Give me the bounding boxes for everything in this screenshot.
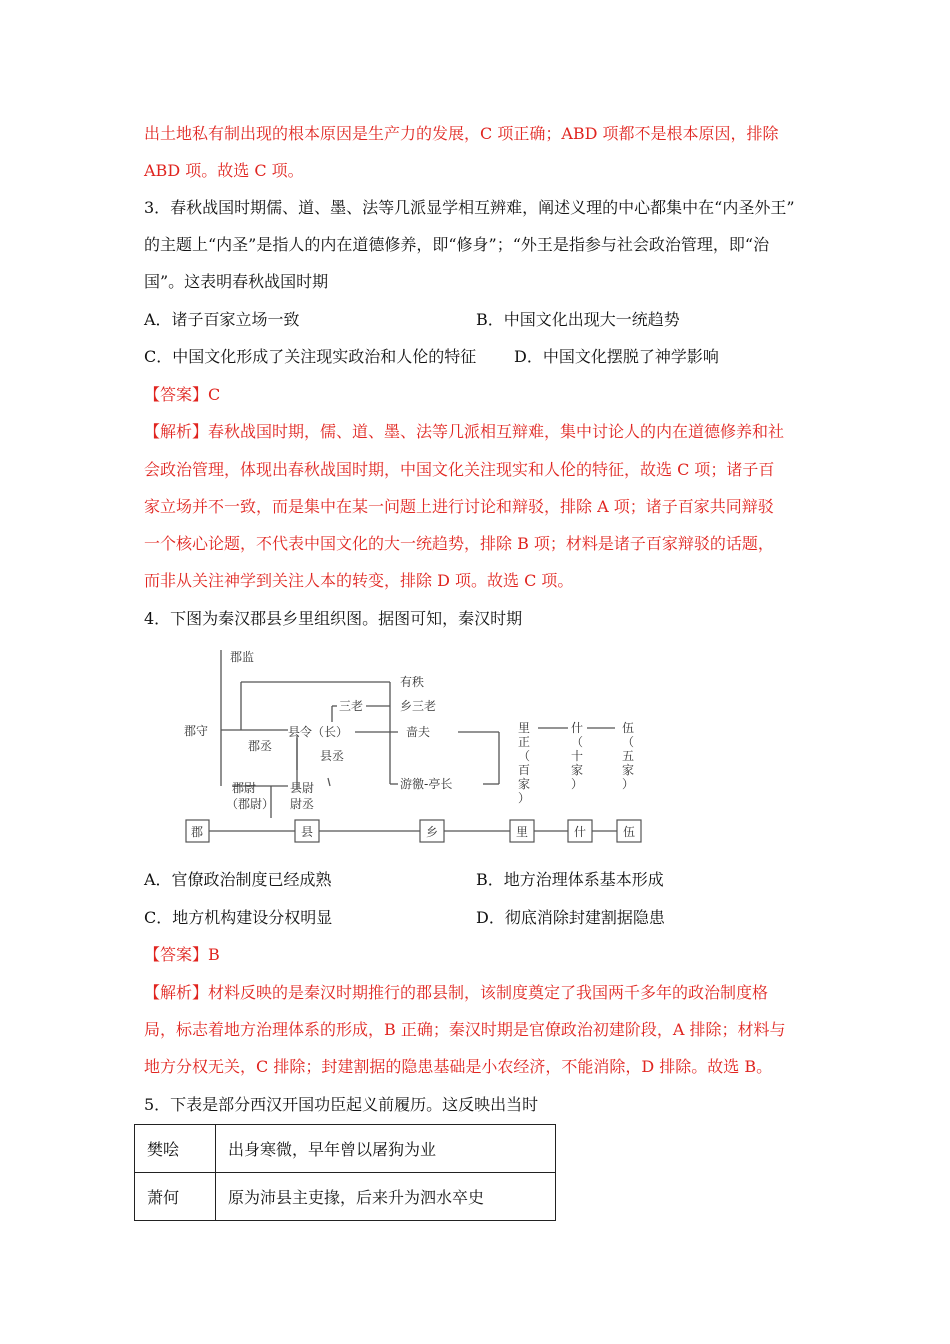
- wu-char-3: 五: [622, 749, 635, 763]
- q4-option-b: B．地方治理体系基本形成: [476, 870, 664, 889]
- q3-stem-line-3: 国”。这表明春秋战国时期: [144, 272, 329, 291]
- lizheng-char-2: 正: [518, 735, 531, 749]
- wu-char-5: ）: [622, 777, 635, 791]
- q4-stem: 4．下图为秦汉郡县乡里组织图。据图可知，秦汉时期: [144, 609, 523, 628]
- level-xiang: 乡: [426, 825, 439, 839]
- q3-option-a: A．诸子百家立场一致: [144, 310, 300, 329]
- q3-answer-label: 【答案】: [144, 385, 209, 404]
- label-wu: [622, 721, 634, 791]
- level-shi: 什: [574, 825, 587, 839]
- q3-analysis-line-5: 而非从关注神学到关注人本的转变，排除 D 项。故选 C 项。: [144, 571, 574, 590]
- label-sanlao: 三老: [339, 699, 364, 713]
- q4-analysis-text-1: 材料反映的是秦汉时期推行的郡县制，该制度奠定了我国两千多年的政治制度格: [208, 983, 769, 1002]
- table-cell-desc: 出身寒微，早年曾以屠狗为业: [216, 1125, 556, 1173]
- wu-char-2: （: [622, 735, 635, 749]
- q4-option-c: C．地方机构建设分权明显: [144, 908, 333, 927]
- label-weicheng: 尉丞: [290, 797, 315, 811]
- shi-char-1: 什: [571, 721, 584, 735]
- prev-explanation-line-2: ABD 项。故选 C 项。: [144, 161, 304, 180]
- lizheng-char-6: ）: [518, 791, 531, 805]
- q3-option-d: D．中国文化摆脱了神学影响: [514, 347, 719, 366]
- q5-stem: 5．下表是部分西汉开国功臣起义前履历。这反映出当时: [144, 1095, 539, 1114]
- q4-analysis-line-2: 局，标志着地方治理体系的形成，B 正确；秦汉时期是官僚政治初建阶段，A 排除；材料与: [144, 1020, 786, 1039]
- shi-char-2: （: [571, 735, 584, 749]
- level-xian: 县: [301, 825, 314, 839]
- label-lizheng: [518, 721, 530, 805]
- label-xiangsanlao: 乡三老: [400, 699, 437, 713]
- q4-analysis-line-3: 地方分权无关，C 排除；封建割据的隐患基础是小农经济，不能消除，D 排除。故选 B。: [144, 1057, 773, 1076]
- label-junjian: 郡监: [230, 650, 255, 664]
- q4-answer-label: 【答案】: [144, 945, 209, 964]
- lizheng-char-5: 家: [518, 777, 531, 791]
- q3-stem-line-2: 的主题上“内圣”是指人的内在道德修养，即“修身”；“外王是指参与社会政治管理，即“治: [144, 235, 770, 254]
- q3-answer: [144, 384, 814, 406]
- founders-table: [134, 1124, 556, 1221]
- q3-option-b: B．中国文化出现大一统趋势: [476, 310, 680, 329]
- table-cell-name: 萧何: [135, 1173, 216, 1221]
- q4-answer-value: B: [208, 945, 220, 964]
- table-row: [135, 1125, 556, 1173]
- q3-analysis-label: 【解析】: [144, 422, 209, 441]
- label-junwei-alt: （郡尉）: [226, 797, 275, 811]
- label-xianling: 县令（长）: [288, 725, 349, 739]
- q4-analysis-line-1: [144, 982, 814, 1004]
- lizheng-char-4: 百: [518, 763, 531, 777]
- wu-char-1: 伍: [622, 721, 635, 735]
- q3-analysis-line-4: 一个核心论题，不代表中国文化的大一统趋势，排除 B 项；材料是诸子百家辩驳的话题，: [144, 534, 774, 553]
- label-xiancheng: 县丞: [320, 749, 345, 763]
- q3-analysis-line-3: 家立场并不一致，而是集中在某一问题上进行讨论和辩驳，排除 A 项；诸子百家共同辩驳: [144, 497, 774, 516]
- label-youjiao-tingzhang: 游徼-亭长: [400, 777, 453, 791]
- q3-option-c: C．中国文化形成了关注现实政治和人伦的特征: [144, 347, 477, 366]
- prev-explanation-line-1: 出土地私有制出现的根本原因是生产力的发展，C 项正确；ABD 项都不是根本原因，排除: [144, 124, 779, 143]
- qin-han-organization-diagram: [180, 646, 650, 846]
- q3-analysis-line-1: [144, 421, 814, 443]
- q4-option-d: D．彻底消除封建割据隐患: [476, 908, 665, 927]
- table-row: [135, 1173, 556, 1221]
- label-sefu: 啬夫: [406, 725, 431, 739]
- wu-char-4: 家: [622, 763, 635, 777]
- level-jun: 郡: [191, 825, 204, 839]
- label-junwei: 郡尉: [232, 781, 257, 795]
- table-cell-desc: 原为沛县主吏掾，后来升为泗水卒史: [216, 1173, 556, 1221]
- q4-option-a: A．官僚政治制度已经成熟: [144, 870, 332, 889]
- q3-analysis-line-2: 会政治管理，体现出春秋战国时期，中国文化关注现实和人伦的特征，故选 C 项；诸子百: [144, 460, 775, 479]
- q3-answer-value: C: [208, 385, 221, 404]
- table-cell-name: 樊哙: [135, 1125, 216, 1173]
- label-youzhi: 有秩: [400, 675, 425, 689]
- label-juncheng: 郡丞: [248, 739, 273, 753]
- shi-char-3: 十: [571, 749, 584, 763]
- label-junshou: 郡守: [184, 724, 209, 738]
- q3-analysis-text-1: 春秋战国时期，儒、道、墨、法等几派相互辩难，集中讨论人的内在道德修养和社: [208, 422, 785, 441]
- shi-char-5: ）: [571, 777, 584, 791]
- lizheng-char-1: 里: [518, 721, 531, 735]
- label-xianwei: 县尉: [290, 781, 315, 795]
- lizheng-char-3: （: [518, 749, 531, 763]
- q3-stem-line-1: 3．春秋战国时期儒、道、墨、法等几派显学相互辨难，阐述义理的中心都集中在“内圣外王”: [144, 198, 795, 217]
- shi-char-4: 家: [571, 763, 584, 777]
- label-shi: [571, 720, 583, 791]
- level-wu: 伍: [623, 825, 636, 839]
- q4-answer: [144, 944, 814, 966]
- q4-analysis-label: 【解析】: [144, 983, 209, 1002]
- level-li: 里: [516, 825, 529, 839]
